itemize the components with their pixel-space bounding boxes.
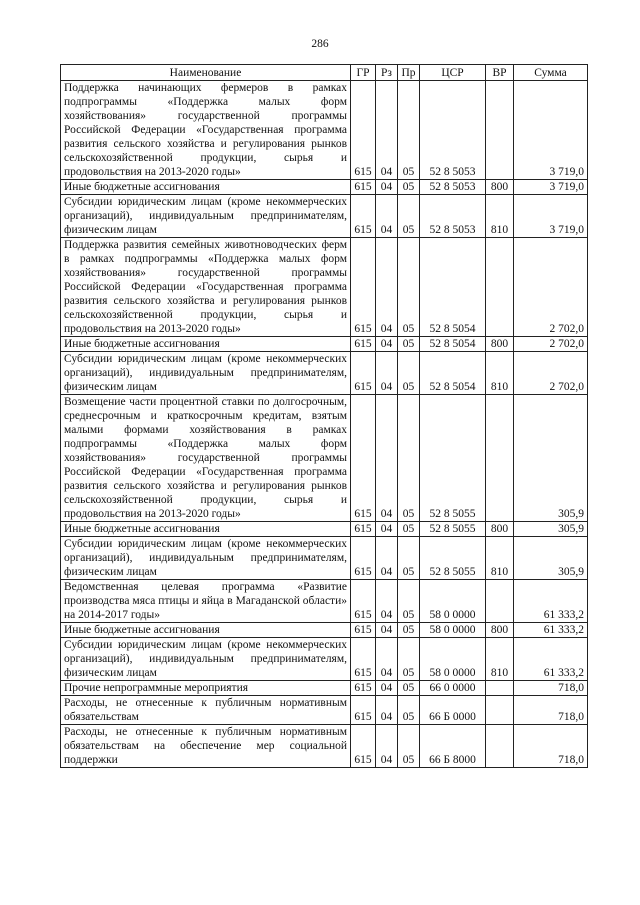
cell-sum: 3 719,0 [514, 195, 588, 238]
table-row [61, 337, 588, 352]
cell-vr: 810 [486, 195, 514, 238]
cell-vr: 800 [486, 522, 514, 537]
cell-vr: 810 [486, 537, 514, 580]
header-gr: ГР [351, 65, 376, 81]
cell-rz: 04 [376, 638, 398, 681]
cell-csr: 58 0 0000 [420, 623, 486, 638]
table-row [61, 238, 588, 337]
cell-rz: 04 [376, 195, 398, 238]
cell-csr: 52 8 5055 [420, 395, 486, 522]
cell-rz: 04 [376, 337, 398, 352]
cell-pr: 05 [398, 681, 420, 696]
cell-sum: 2 702,0 [514, 352, 588, 395]
header-pr: Пр [398, 65, 420, 81]
cell-sum: 61 333,2 [514, 623, 588, 638]
cell-name: Иные бюджетные ассигнования [61, 623, 351, 638]
cell-name: Расходы, не отнесенные к публичным нормативным обязательствам [61, 696, 351, 725]
cell-vr: 810 [486, 352, 514, 395]
cell-vr [486, 395, 514, 522]
cell-rz: 04 [376, 352, 398, 395]
cell-gr: 615 [351, 195, 376, 238]
cell-rz: 04 [376, 81, 398, 180]
cell-csr: 52 8 5053 [420, 81, 486, 180]
cell-sum: 718,0 [514, 681, 588, 696]
cell-sum: 61 333,2 [514, 638, 588, 681]
cell-csr: 52 8 5055 [420, 522, 486, 537]
cell-rz: 04 [376, 238, 398, 337]
cell-name: Возмещение части процентной ставки по долгосрочным, среднесрочным и краткосрочным кредитам, взятым малыми формами хозяйствования в рамках подпрограммы «Поддержка малых форм хозяйствования» государственной программы Российской Федерации «Государственная программа развития сельского хозяйства и регулирования рынков сельскохозяйственной продукции, сырья и продовольствия на 2013-2020 годы» [61, 395, 351, 522]
cell-vr: 810 [486, 638, 514, 681]
cell-gr: 615 [351, 180, 376, 195]
table-header-row [61, 65, 588, 81]
cell-sum: 305,9 [514, 522, 588, 537]
cell-vr: 800 [486, 623, 514, 638]
table-row [61, 81, 588, 180]
table-row [61, 623, 588, 638]
cell-pr: 05 [398, 337, 420, 352]
cell-rz: 04 [376, 537, 398, 580]
cell-vr [486, 81, 514, 180]
cell-csr: 52 8 5054 [420, 238, 486, 337]
cell-rz: 04 [376, 580, 398, 623]
cell-sum: 718,0 [514, 696, 588, 725]
cell-vr [486, 238, 514, 337]
cell-pr: 05 [398, 696, 420, 725]
cell-csr: 52 8 5053 [420, 195, 486, 238]
cell-sum: 61 333,2 [514, 580, 588, 623]
table-row [61, 638, 588, 681]
cell-pr: 05 [398, 580, 420, 623]
cell-csr: 52 8 5053 [420, 180, 486, 195]
cell-sum: 3 719,0 [514, 81, 588, 180]
table-row [61, 725, 588, 768]
cell-name: Поддержка начинающих фермеров в рамках подпрограммы «Поддержка малых форм хозяйствования» государственной программы Российской Федерации «Государственная программа развития сельского хозяйства и регулирования рынков сельскохозяйственной продукции, сырья и продовольствия на 2013-2020 годы» [61, 81, 351, 180]
cell-name: Ведомственная целевая программа «Развитие производства мяса птицы и яйца в Магаданской области» на 2014-2017 годы» [61, 580, 351, 623]
cell-vr [486, 725, 514, 768]
header-csr: ЦСР [420, 65, 486, 81]
header-sum: Сумма [514, 65, 588, 81]
cell-gr: 615 [351, 352, 376, 395]
cell-sum: 305,9 [514, 537, 588, 580]
cell-name: Иные бюджетные ассигнования [61, 180, 351, 195]
table-row [61, 522, 588, 537]
table-body [61, 81, 588, 768]
cell-gr: 615 [351, 638, 376, 681]
cell-pr: 05 [398, 352, 420, 395]
cell-vr: 800 [486, 337, 514, 352]
cell-pr: 05 [398, 81, 420, 180]
cell-sum: 2 702,0 [514, 337, 588, 352]
cell-name: Поддержка развития семейных животноводческих ферм в рамках подпрограммы «Поддержка малых форм хозяйствования» государственной программы Российской Федерации «Государственная программа развития сельского хозяйства и регулирования рынков сельскохозяйственной продукции, сырья и продовольствия на 2013-2020 годы» [61, 238, 351, 337]
table-row [61, 681, 588, 696]
cell-pr: 05 [398, 180, 420, 195]
cell-pr: 05 [398, 522, 420, 537]
cell-rz: 04 [376, 725, 398, 768]
cell-name: Иные бюджетные ассигнования [61, 337, 351, 352]
cell-pr: 05 [398, 195, 420, 238]
cell-vr [486, 696, 514, 725]
cell-csr: 52 8 5055 [420, 537, 486, 580]
cell-rz: 04 [376, 696, 398, 725]
cell-sum: 718,0 [514, 725, 588, 768]
cell-csr: 52 8 5054 [420, 337, 486, 352]
cell-name: Субсидии юридическим лицам (кроме некоммерческих организаций), индивидуальным предпринимателям, физическим лицам [61, 638, 351, 681]
cell-rz: 04 [376, 681, 398, 696]
cell-gr: 615 [351, 395, 376, 522]
cell-pr: 05 [398, 638, 420, 681]
header-vr: ВР [486, 65, 514, 81]
cell-csr: 58 0 0000 [420, 580, 486, 623]
cell-rz: 04 [376, 623, 398, 638]
header-rz: Рз [376, 65, 398, 81]
table-row [61, 195, 588, 238]
table-row [61, 395, 588, 522]
cell-rz: 04 [376, 180, 398, 195]
cell-name: Субсидии юридическим лицам (кроме некоммерческих организаций), индивидуальным предпринимателям, физическим лицам [61, 352, 351, 395]
cell-csr: 58 0 0000 [420, 638, 486, 681]
cell-name: Субсидии юридическим лицам (кроме некоммерческих организаций), индивидуальным предпринимателям, физическим лицам [61, 537, 351, 580]
cell-gr: 615 [351, 696, 376, 725]
cell-rz: 04 [376, 395, 398, 522]
cell-vr [486, 580, 514, 623]
cell-pr: 05 [398, 395, 420, 522]
cell-pr: 05 [398, 537, 420, 580]
cell-pr: 05 [398, 725, 420, 768]
page-number: 286 [311, 38, 329, 50]
cell-sum: 305,9 [514, 395, 588, 522]
cell-gr: 615 [351, 681, 376, 696]
cell-gr: 615 [351, 623, 376, 638]
cell-csr: 66 Б 8000 [420, 725, 486, 768]
cell-name: Иные бюджетные ассигнования [61, 522, 351, 537]
table-row [61, 580, 588, 623]
cell-vr: 800 [486, 180, 514, 195]
cell-pr: 05 [398, 238, 420, 337]
cell-sum: 2 702,0 [514, 238, 588, 337]
cell-csr: 66 0 0000 [420, 681, 486, 696]
cell-gr: 615 [351, 725, 376, 768]
cell-gr: 615 [351, 81, 376, 180]
cell-gr: 615 [351, 238, 376, 337]
table-row [61, 180, 588, 195]
cell-rz: 04 [376, 522, 398, 537]
cell-pr: 05 [398, 623, 420, 638]
cell-name: Расходы, не отнесенные к публичным нормативным обязательствам на обеспечение мер социальной поддержки [61, 725, 351, 768]
cell-name: Субсидии юридическим лицам (кроме некоммерческих организаций), индивидуальным предпринимателям, физическим лицам [61, 195, 351, 238]
header-name: Наименование [61, 65, 351, 81]
table-row [61, 352, 588, 395]
cell-vr [486, 681, 514, 696]
cell-csr: 52 8 5054 [420, 352, 486, 395]
cell-name: Прочие непрограммные мероприятия [61, 681, 351, 696]
table-row [61, 537, 588, 580]
cell-csr: 66 Б 0000 [420, 696, 486, 725]
cell-gr: 615 [351, 337, 376, 352]
cell-gr: 615 [351, 522, 376, 537]
cell-sum: 3 719,0 [514, 180, 588, 195]
cell-gr: 615 [351, 580, 376, 623]
table-row [61, 696, 588, 725]
cell-gr: 615 [351, 537, 376, 580]
budget-table [60, 64, 588, 768]
